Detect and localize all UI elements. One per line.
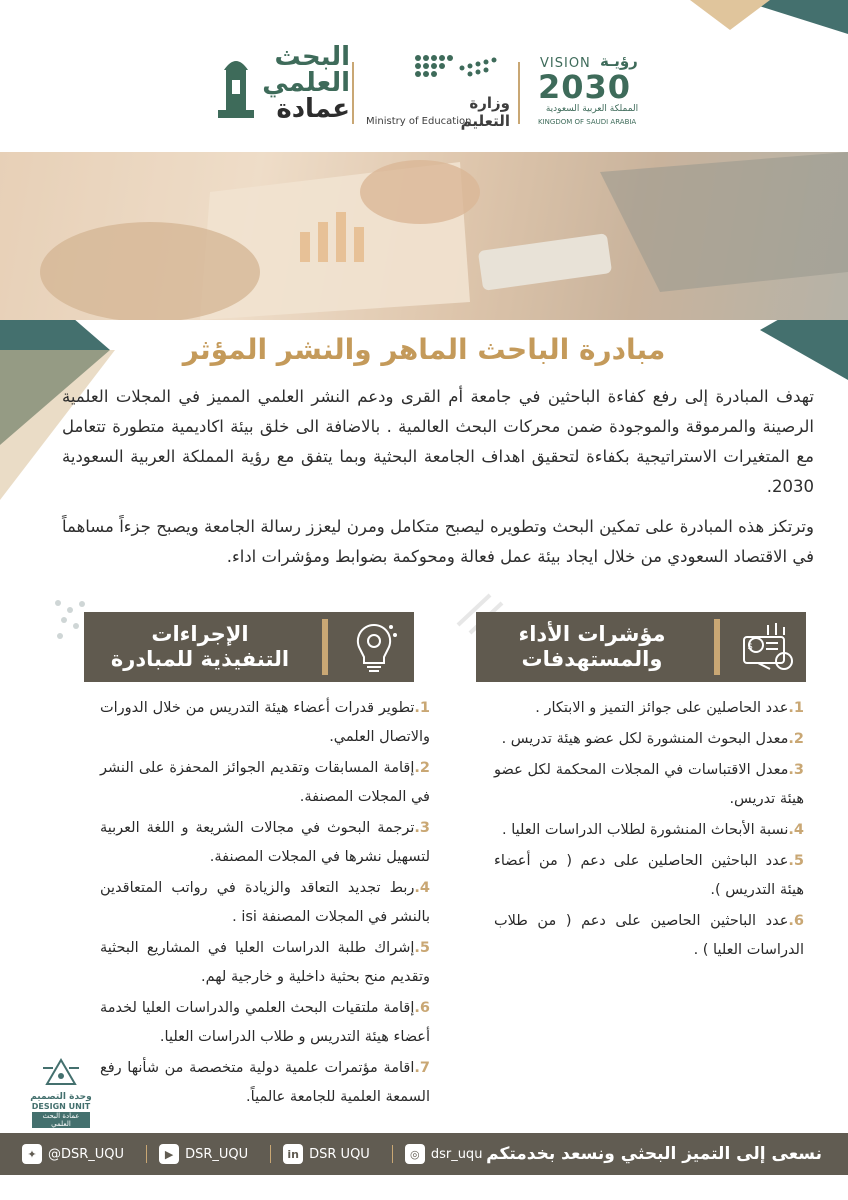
instagram-link[interactable] bbox=[405, 1144, 483, 1164]
actions-heading-line2: التنفيذية للمبادرة bbox=[110, 647, 290, 671]
header-divider-2 bbox=[518, 62, 520, 124]
kpi-heading-line1: مؤشرات الأداء bbox=[518, 622, 666, 646]
ministry-name-ar: وزارة التعليم bbox=[460, 94, 510, 130]
kingdom-en: KINGDOM OF SAUDI ARABIA bbox=[538, 118, 637, 126]
youtube-link[interactable] bbox=[159, 1144, 248, 1164]
design-unit-logo bbox=[26, 1058, 96, 1128]
intro-text bbox=[62, 382, 814, 572]
university-emblem-icon bbox=[210, 52, 262, 124]
brain-gear-icon bbox=[334, 612, 414, 682]
instagram-icon: ◎ bbox=[405, 1144, 425, 1164]
kpi-list bbox=[494, 694, 804, 967]
instagram-handle: dsr_uqu bbox=[430, 1146, 483, 1162]
hero-image bbox=[0, 152, 848, 320]
header-divider bbox=[352, 62, 354, 124]
deanship-line3: عمادة bbox=[276, 94, 350, 124]
kpi-heading-line2: والمستهدفات bbox=[521, 647, 663, 671]
action-item: 5.إشراك طلبة الدراسات العليا في المشاريع البحثية وتقديم منح بحثية داخلية و خارجية لهم. bbox=[100, 940, 430, 985]
youtube-handle: DSR_UQU bbox=[185, 1146, 249, 1162]
intro-paragraph-2: وترتكز هذه المبادرة على تمكين البحث وتطويره ليصبح متكامل ومرن ليعزز رسالة الجامعة ويصبح جزءاً مساهماً في الاقتصاد السعودي من خلال ايجاد بيئة عمل فعالة ومحوكمة بضوابط ومؤشرات اداء. bbox=[62, 517, 814, 566]
footer-slogan: نسعى إلى التميز البحثي ونسعد بخدمتكم bbox=[486, 1144, 822, 1164]
kpi-header bbox=[476, 612, 806, 682]
intro-paragraph-1: تهدف المبادرة إلى رفع كفاءة الباحثين في جامعة أم القرى ودعم النشر العلمي المميز في المجلات العلمية الرصينة والمرموقة والموجودة ضمن محركات البحث العالمية . بالاضافة الى خلق بيئة اكاديمية متطورة تتعامل مع المتغيرات الاستراتيجية بكفاءة لتحقيق اهداف الجامعة البحثية وبما يتفق مع رؤية المملكة العربية السعودية 2030. bbox=[62, 387, 814, 496]
kpi-item: 2.معدل البحوث المنشورة لكل عضو هيئة تدريس . bbox=[501, 731, 804, 747]
design-unit-sub: عمادة البحث العلمي bbox=[32, 1112, 90, 1128]
twitter-icon: ✦ bbox=[22, 1144, 42, 1164]
vision-year: 2030 bbox=[538, 68, 632, 106]
kingdom-ar: المملكة العربية السعودية bbox=[545, 104, 639, 114]
action-item: 3.ترجمة البحوث في مجالات الشريعة و اللغة العربية لتسهيل نشرها في المجلات المصنفة. bbox=[100, 820, 430, 865]
deanship-line1: البحث bbox=[274, 42, 350, 72]
kpi-item: 4.نسبة الأبحاث المنشورة لطلاب الدراسات العليا . bbox=[502, 822, 804, 838]
linkedin-link[interactable] bbox=[283, 1144, 370, 1164]
ministry-logo bbox=[360, 44, 510, 134]
kpi-item: 5.عدد الباحثين الحاصلين على دعم ( من أعضاء هيئة التدريس ). bbox=[494, 853, 804, 898]
ministry-name-en: Ministry of Education bbox=[366, 116, 472, 127]
youtube-icon: ▶ bbox=[159, 1144, 179, 1164]
svg-text:$: $ bbox=[747, 642, 753, 652]
linkedin-handle: DSR UQU bbox=[309, 1146, 370, 1162]
ministry-dots-icon bbox=[412, 52, 504, 86]
deanship-logo bbox=[210, 44, 350, 134]
actions-header bbox=[84, 612, 414, 682]
vision-ar: رؤيـة bbox=[600, 52, 638, 70]
page-title: مبادرة الباحث الماهر والنشر المؤثر bbox=[182, 333, 666, 366]
kpi-monitor-icon bbox=[726, 612, 806, 682]
top-right-gold-triangle bbox=[690, 0, 770, 30]
linkedin-icon: in bbox=[283, 1144, 303, 1164]
action-item: 6.إقامة ملتقيات البحث العلمي والدراسات العليا لخدمة أعضاء هيئة التدريس و طلاب الدراسات العليا. bbox=[100, 1000, 430, 1045]
action-item: 7.اقامة مؤتمرات علمية دولية متخصصة من شأنها رفع السمعة العلمية للجامعة عالمياً. bbox=[100, 1060, 430, 1105]
action-item: 4.ربط تجديد التعاقد والزيادة في رواتب المتعاقدين بالنشر في المجلات المصنفة isi . bbox=[100, 880, 430, 925]
footer bbox=[0, 1133, 848, 1175]
twitter-link[interactable] bbox=[22, 1144, 124, 1164]
kpi-item: 3.معدل الاقتباسات في المجلات المحكمة لكل عضو هيئة تدريس. bbox=[494, 762, 804, 807]
deanship-line2: العلمي bbox=[262, 68, 350, 98]
actions-heading-line1: الإجراءات bbox=[151, 622, 249, 646]
design-unit-ar: وحدة التصميم bbox=[30, 1092, 92, 1102]
kpi-item: 1.عدد الحاصلين على جوائز التميز و الابتكار . bbox=[535, 700, 804, 716]
vision-en: VISION bbox=[540, 56, 591, 71]
design-unit-icon bbox=[41, 1058, 81, 1088]
kpi-item: 6.عدد الباحثين الحاصين على دعم ( من طلاب الدراسات العليا ) . bbox=[494, 913, 804, 958]
action-item: 2.إقامة المسابقات وتقديم الجوائز المحفزة على النشر في المجلات المصنفة. bbox=[100, 760, 430, 805]
twitter-handle: @DSR_UQU bbox=[48, 1146, 125, 1162]
action-item: 1.تطوير قدرات أعضاء هيئة التدريس من خلال الدورات والاتصال العلمي. bbox=[100, 700, 430, 745]
design-unit-en: DESIGN UNIT bbox=[31, 1102, 91, 1111]
vision-logo bbox=[538, 44, 648, 134]
actions-list bbox=[100, 694, 430, 1114]
